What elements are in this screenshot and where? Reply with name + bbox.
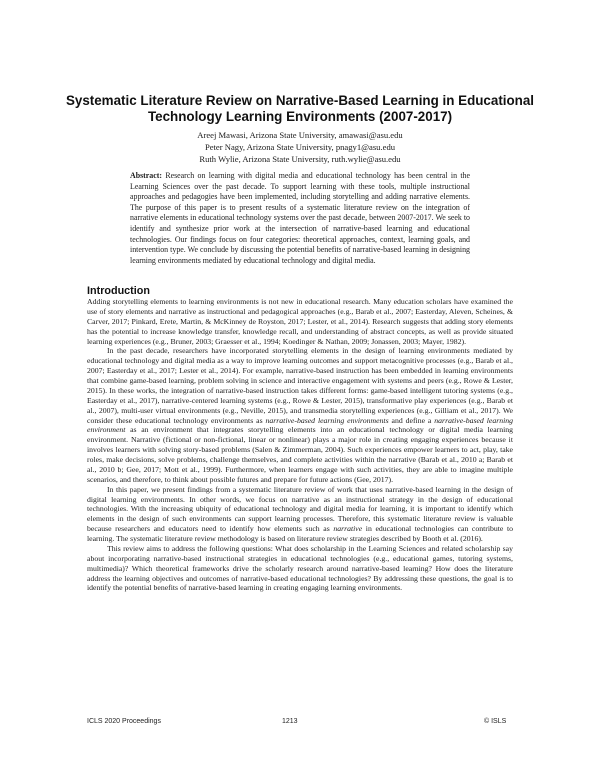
emphasis-term: narrative [333, 524, 363, 534]
paragraph-text: and define a [388, 415, 435, 425]
author-line: Ruth Wylie, Arizona State University, ruth.wylie@asu.edu [199, 153, 401, 164]
author-line: Areej Mawasi, Arizona State University, amawasi@asu.edu [197, 130, 403, 140]
paragraph: Adding storytelling elements to learning environments is not new in educational research. Many education scholars have examined the use of story elements and narrative as instructional and pedagogical approaches (e.g., Barab et al., 2007; Easterday, Aleven, Scheines, & Carver, 2017; Pinkard, Erete, Martin, & McKinney de Royston, 2017; Lester, et al., 2014). Research suggests that adding story elements has the potential to increase knowledge transfer, knowledge recall, and understanding of abstract concepts, as well as provide situated learning experiences (e.g., Bruner, 2003; Graesser et al., 1994; Koedinger & Nathan, 2009; Jonassen, 2003; Mayer, 1982). [87, 297, 513, 346]
author-line: Peter Nagy, Arizona State University, pnagy1@asu.edu [204, 141, 396, 152]
paragraph-text: In the past decade, researchers have incorporated storytelling elements in the design of learning environments mediated by educational technology and digital media as a way to improve learning outcomes and support metacognitive processes (e.g., Barab et al., 2007; Easterday et al., 2017; Lester et al., 2014). For example, narrative-based instruction has been embedded in learning environments that combine game-based learning, problem solving in science and interactive engagement with systems and peers (e.g., Rowe & Lester, 2015). In these works, the integration of narrative-based instruction takes different forms: game-based intelligent tutoring systems (e.g., Easterday et al., 2017), narrative-centered learning systems (e.g., Rowe & Lester, 2015), transformative play experiences (e.g., Barab et al., 2007), multi-user virtual environments (e.g., Neville, 2015), and transmedia storytelling experiences (e.g., Gilliam et al., 2017). We consider these educational technology environments as [87, 346, 513, 425]
author-list [100, 130, 500, 165]
paragraph [87, 346, 513, 484]
emphasis-term: narrative-based learning environment [87, 415, 513, 435]
footer-copyright: © ISLS [484, 718, 507, 725]
abstract-text: Research on learning with digital media and educational technology has been central in the Learning Sciences over the past decade. To support learning with these tools, multiple instructional approaches and pedagogies have been implemented, including storytelling and adding narrative elements. The purpose of this paper is to present results of a systematic literature review on the integration of narrative elements in educational technology systems over the past decade, between 2007-2017. We seek to identify and synthesize prior work at the intersection of narrative-based learning and educational technologies. Our findings focus on four categories: theoretical approaches, context, learning goals, and intervention type. We conclude by discussing the potential benefits of narrative-based learning in designing learning environments mediated by educational technology and digital media. [130, 171, 471, 265]
section-heading: Introduction [87, 285, 150, 297]
paper-title: Systematic Literature Review on Narrative-Based Learning in Educational Technology Learning Environments (2007-2017) [65, 93, 535, 124]
paragraph [87, 485, 513, 544]
abstract-label: Abstract: [130, 171, 162, 180]
footer-proceedings: ICLS 2020 Proceedings [87, 718, 161, 725]
paragraph: This review aims to address the following questions: What does scholarship in the Learning Sciences and related scholarship say about incorporating narrative-based instructional strategies in educational technologies (e.g., educational games, tutoring systems, multimedia)? Which theoretical frameworks drive the scholarly research around narrative-based learning? How does the literature address the learning objectives and outcomes of narrative-based educational technologies? By addressing these questions, the goal is to identify the potential benefits of narrative-based learning in creating engaging learning environments. [87, 543, 513, 593]
paragraph-text: In this paper, we present findings from a systematic literature review of work that uses narrative-based learning in the design of digital learning environments. In other words, we focus on narrative as an instructional strategy in the design of educational technologies. With the increasing ubiquity of educational technology and digital media for learning, it is important to identify which elements in the design of such environments can support learning processes. Therefore, this systematic literature review is valuable because researchers and educators need to identify how elements such as [87, 484, 513, 534]
footer-page-number: 1213 [282, 718, 298, 725]
body-text [87, 297, 513, 593]
abstract [130, 171, 470, 266]
paragraph-text: as an environment that integrates storytelling elements into an educational technology or digital media learning environment. Narrative (fictional or non-fictional, linear or nonlinear) plays a major role in creating engaging experiences because it involves learners with solving story-based problems (Salen & Zimmerman, 2004). Such experiences empower learners to act, play, take roles, make decisions, solve problems, challenge themselves, and complete activities within the narrative (Barab et al., 2010 a; Barab et al., 2010 b; Gee, 2017; Mott et al., 1999). Furthermore, when learners engage with such activities, they are able to imagine multiple scenarios, and therefore, to think about possible futures and prepare for future actions (Gee, 2017). [87, 425, 513, 484]
emphasis-term: narrative-based learning environments [265, 415, 389, 425]
paragraph-text: in educational technologies can contribute to learning. The systematic literature review methodology is based on literature review strategies described by Booth et al. (2016). [87, 524, 513, 543]
